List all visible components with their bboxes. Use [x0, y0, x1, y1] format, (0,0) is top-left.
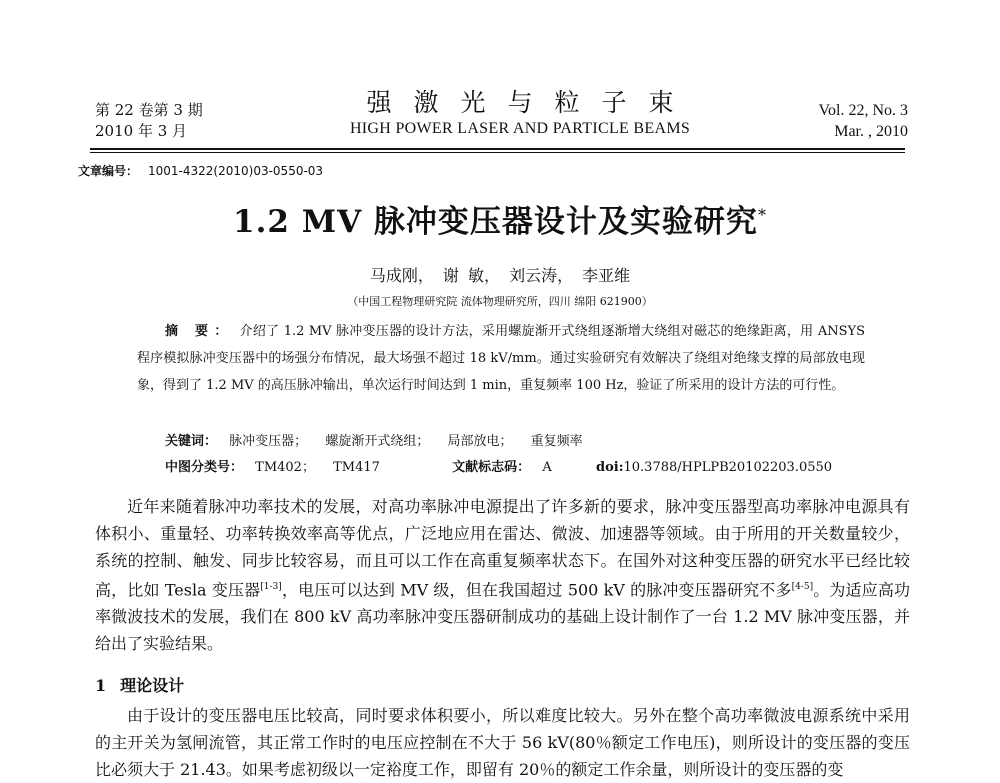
keyword: 脉冲变压器； [229, 434, 308, 449]
doi-value: 10.3788/HPLPB20102203.0550 [623, 460, 833, 475]
citation-ref: [4-5] [791, 582, 814, 592]
classification-line [165, 456, 865, 475]
doc-code-value: A [542, 460, 552, 475]
header-rule-thin [90, 152, 905, 153]
intro-text-a: 近年来随着脉冲功率技术的发展，对高功率脉冲电源提出了许多新的要求，脉冲变压器型高功率脉冲电源具有体积小、重量轻、功率转换效率高等优点，广泛地应用在雷达、微波、加速器等领域。由于所用的开关数量较少，系统的控制、触发、同步比较容易，而且可以工作在高重复频率状态下。在国外对这种变压器的研究水平已经比较高，比如 Tesla 变压器 [95, 497, 910, 600]
abstract [137, 318, 865, 399]
volume-zh: 第 22 卷第 3 期 [95, 101, 203, 119]
section-heading [95, 673, 184, 696]
keyword: 重复频率 [530, 434, 583, 449]
article-id [78, 162, 323, 179]
journal-title-en: HIGH POWER LASER AND PARTICLE BEAMS [349, 120, 691, 137]
keywords [165, 430, 597, 449]
authors: 马成刚， 谢 敏， 刘云涛， 李亚维 [369, 266, 631, 285]
keyword: 局部放电； [447, 434, 513, 449]
article-id-value: 1001-4322(2010)03-0550-03 [148, 164, 324, 178]
header-center [290, 88, 750, 140]
intro-text-c: 。为适应高功率微波技术的发展，我们在 800 kV 高功率脉冲变压器研制成功的基础上设计制作了一台 1.2 MV 脉冲变压器，并给出了实验结果。 [95, 580, 910, 654]
header-left [95, 100, 203, 142]
doc-code-label: 文献标志码： [452, 460, 531, 475]
abstract-label: 摘 要： [165, 324, 234, 339]
intro-paragraph [95, 493, 910, 657]
intro-text-b: ，电压可以达到 MV 级，但在我国超过 500 kV 的脉冲变压器研究不多 [281, 580, 792, 600]
article-id-label: 文章编号： [78, 164, 139, 178]
doi-label: doi: [596, 460, 624, 475]
class-value: TM402； [255, 460, 315, 475]
date-zh: 2010 年 3 月 [95, 122, 188, 140]
header-rule-thick [90, 148, 905, 150]
abstract-text: 介绍了 1.2 MV 脉冲变压器的设计方法，采用螺旋渐开式绕组逐渐增大绕组对磁芯的绝缘距离，用 ANSYS 程序模拟脉冲变压器中的场强分布情况，最大场强不超过 18 kV/mm。通过实验研究有效解决了绕组对绝缘支撑的局部放电现象，得到了 1.2 MV 的高压脉冲输出，单次运行时间达到 1 min，重复频率 100 Hz，验证了所采用的设计方法的可行性。 [137, 324, 866, 393]
header-right [819, 100, 909, 142]
paper-title [0, 196, 1000, 241]
section-number: 1 [95, 676, 107, 695]
affiliation: （中国工程物理研究院 流体物理研究所，四川 绵阳 621900） [347, 295, 653, 308]
class-value: TM417 [333, 460, 380, 475]
title-footnote-mark: * [757, 205, 767, 225]
paper-title-text: 1.2 MV 脉冲变压器设计及实验研究 [233, 204, 758, 240]
class-label: 中图分类号： [165, 460, 244, 475]
keywords-label: 关键词： [165, 434, 218, 449]
citation-ref: [1-3] [260, 582, 282, 592]
keyword: 螺旋渐开式绕组； [325, 434, 430, 449]
date-en: Mar. , 2010 [834, 123, 908, 140]
section-paragraph: 由于设计的变压器电压比较高，同时要求体积要小，所以难度比较大。另外在整个高功率微波电源系统中采用的主开关为氢闸流管，其正常工作时的电压应控制在不大于 56 kV(80％额定工作电压)，则所设计的变压器的变压比必须大于 21.43。如果考虑初级以一定裕度工作，即留有 20％的额定工作余量，则所设计的变压器的变 [95, 706, 910, 779]
volume-en: Vol. 22, No. 3 [818, 102, 908, 119]
journal-title-zh: 强激光与粒子束 [366, 88, 696, 117]
section-title: 理论设计 [120, 676, 185, 695]
